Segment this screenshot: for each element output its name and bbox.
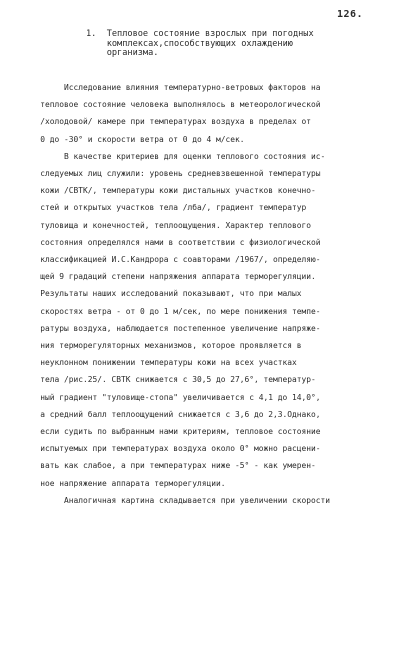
body-line: если судить по выбранным нами критериям, тепловое состояние	[26, 427, 321, 437]
body-line: кожи /СВТК/, температуры кожи дистальных участков конечно-	[26, 186, 316, 196]
body-line: /холодовой/ камере при температурах воздуха в пределах от	[26, 117, 312, 127]
body-line: следуемых лиц служили: уровень средневзвешенной температуры	[26, 169, 321, 179]
heading-line: комплексах,способствующих охлаждению	[86, 38, 293, 49]
body-line: ния терморегуляторных механизмов, которое проявляется в	[26, 341, 302, 351]
body-line: вать как слабое, а при температурах ниже -5° - как умерен-	[26, 461, 316, 471]
body-line: ный градиент "туловище-стопа" увеличивается с 4,1 до 14,0°,	[26, 392, 321, 402]
body-line: испытуемых при температурах воздуха около 0° можно расцени-	[26, 444, 321, 454]
heading-line: 1. Тепловое состояние взрослых при погодных	[86, 29, 314, 39]
body-line: В качестве критериев для оценки теплового состояния ис-	[26, 151, 326, 161]
heading-line: организма.	[86, 48, 159, 58]
body-line: щей 9 градаций степени напряжения аппарата терморегуляции.	[26, 272, 316, 282]
body-line: неуклонном понижении температуры кожи на всех участках	[26, 358, 297, 368]
body-line: Исследование влияния температурно-ветровых факторов на	[26, 83, 321, 92]
body-line: скоростях ветра - от 0 до 1 м/сек, по мере понижения темпе-	[26, 306, 321, 316]
body-line: ратуры воздуха, наблюдается постепенное увеличение напряже-	[26, 323, 321, 333]
body-line: а средний балл теплоощущений снижается с 3,6 до 2,3.Однако,	[26, 409, 321, 419]
body-line: тепловое состояние человека выполнялось в метеорологической	[26, 100, 321, 110]
body-line: 0 до -30° и скорости ветра от 0 до 4 м/сек.	[26, 134, 245, 144]
body-line: Аналогичная картина складывается при увеличении скорости	[26, 495, 331, 505]
body-text	[26, 79, 390, 509]
body-line: Результаты наших исследований показывают, что при малых	[26, 289, 302, 299]
body-line: стей и открытых участков тела /лба/, градиент температур	[26, 203, 307, 213]
page-number: 126.	[337, 9, 364, 20]
body-line: туловища и конечностей, теплоощущения. Характер теплового	[26, 220, 312, 230]
body-line: классификацией И.С.Кандрора с соавторами /1967/, определяю-	[26, 255, 321, 265]
body-line: ное напряжение аппарата терморегуляции.	[26, 478, 226, 488]
section-heading	[86, 30, 314, 59]
body-line: состояния определялся нами в соответствии с физиологической	[26, 237, 321, 247]
body-line: тела /рис.25/. СВТК снижается с 30,5 до 27,6°, температур-	[26, 375, 316, 385]
